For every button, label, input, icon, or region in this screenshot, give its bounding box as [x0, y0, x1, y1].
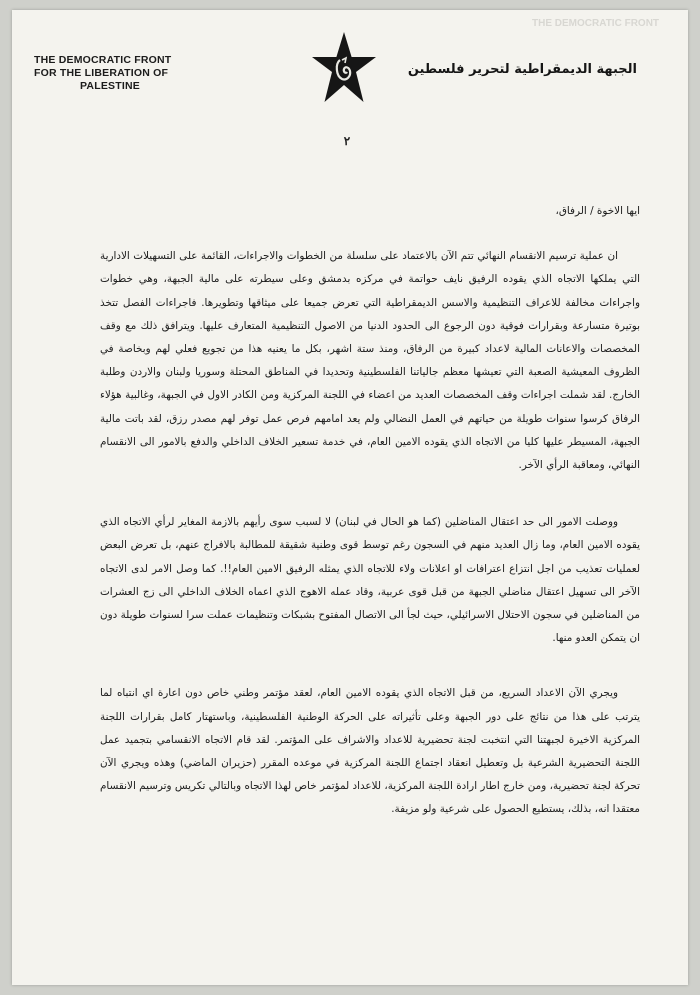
org-name-arabic: الجبهة الديمقراطية لتحرير فلسطين: [407, 62, 637, 77]
document-page: [12, 10, 688, 985]
org-name-english: [34, 54, 214, 93]
org-name-english-line-3: PALESTINE: [80, 80, 140, 92]
org-name-english-line-1: THE DEMOCRATIC FRONT: [34, 54, 172, 66]
paragraph-2: ووصلت الامور الى حد اعتقال المناضلين (كما هو الحال في لبنان) لا لسبب سوى رأيهم بالازمة المغاير لرأي الاتجاه الذي يقوده الامين العام، وما زال العديد منهم في السجون رغم توسط قوى وطنية شقيقة للمطالبة بالافراج عنهم، بل تعرض البعض لعمليات تعذيب من اجل انتزاع اعترافات او اعلانات ولاء للاتجاه الذي يمثله الرفيق الامين العام!!. كما وصل الامر لدى الاتجاه الآخر الى تسهيل اعتقال مناضلي الجبهة من قبل قوى عربية، وقاد عمله الاهوج الذي اعماه الخلاف الداخلي الى زج العشرات من المناضلين في سجون الاحتلال الاسرائيلي، حيث لجأ الى الاتصال المفتوح بشبكات وتنظيمات عملت سرا لسنوات طويلة دون ان يتمكن العدو منها.: [100, 516, 640, 645]
letter-body: [100, 200, 640, 822]
star-emblem-icon: [312, 30, 376, 106]
paragraph-3: ويجري الآن الاعداد السريع، من قبل الاتجاه الذي يقوده الامين العام، لعقد مؤتمر وطني خاص دون اعارة اي انتباه لما يترتب على هذا من نتائج على دور الجبهة وعلى تأثيراته على الحركة الوطنية الفلسطينية، وباستهتار كامل بقرارات اللجنة المركزية الاخيرة لجبهتنا التي انتخبت لجنة تحضيرية للاعداد والاشراف على المؤتمر. لقد قام الاتجاه الانقسامي بتجميد عمل اللجنة التحضيرية الشرعية بل وتعطيل انعقاد اجتماع اللجنة المركزية في موعده المقرر (حزيران الماضي) وهذه ويجري الآن تحركة لجنة تحضيرية، ومن خارج اطار ارادة اللجنة المركزية، للاعداد لمؤتمر خاص لهذا الاتجاه وبالتالي تكريس وترسيم الانقسام معتقدا انه، بذلك، يستطيع الحصول على شرعية ولو مزيفة.: [100, 687, 640, 816]
bleed-through-text: THE DEMOCRATIC FRONT: [532, 18, 660, 29]
org-name-english-line-2: FOR THE LIBERATION OF: [34, 67, 169, 79]
greeting: ايها الاخوة / الرفاق،: [555, 205, 640, 217]
page-number: ٢: [343, 134, 351, 148]
paragraph-1: ان عملية ترسيم الانقسام النهائي تتم الآن بالاعتماد على سلسلة من الخطوات والاجراءات، القائمة على التسهيلات الادارية التي يملكها الاتجاه الذي يقوده الرفيق نايف حواتمة في مركزه بدمشق وعلى سيطرته على مالية الجبهة، وهي خطوات واجراءات مخالفة للاعراف التنظيمية والاسس الديمقراطية التي تعرض جميعا على ميثاقها وتطويرها. فاجراءات الفصل تتخذ بوتيرة متسارعة وبقرارات فوقية دون الرجوع الى الحدود الدنيا من الاصول التنظيمية المتعارف عليها. ويترافق ذلك مع وقف المخصصات والاعانات المالية لاعداد كبيرة من الرفاق، ومنذ ستة اشهر، بكل ما يعنيه هذا من تجويع فعلي لهم وبخاصة في الظروف المعيشية الصعبة التي تعيشها معظم جالياتنا الفلسطينية وتحديدا في المناطق المحتلة وسوريا ولبنان والاردن وطلبة الخارج. لقد شملت اجراءات وقف المخصصات العديد من اعضاء في اللجنة المركزية ومن الكادر الاول في الجبهة، وغالبية هؤلاء الرفاق كرسوا سنوات طويلة من حياتهم في العمل النضالي ولم يعد امامهم فرص عمل توفر لهم مصدر رزق، لقد باتت مالية الجبهة، المسيطر عليها كليا من الاتجاه الذي يقوده الامين العام، في خدمة تسعير الخلاف الداخلي والدفع بالامور الى الانقسام النهائي، ومعاقبة الرأي الآخر.: [100, 250, 640, 472]
